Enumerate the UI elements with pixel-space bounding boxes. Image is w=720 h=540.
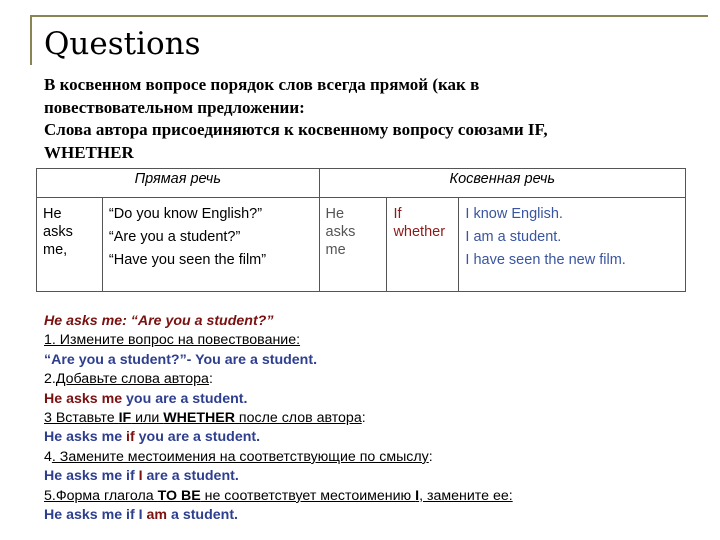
step-5 xyxy=(44,487,513,506)
intro-line: повествовательном предложении: xyxy=(44,97,305,117)
conjunction-if: if xyxy=(126,429,135,446)
speech-comparison-table xyxy=(36,168,686,292)
direct-quotes-cell xyxy=(102,198,319,292)
step-5-part: , замените ее: xyxy=(419,487,513,504)
step-1-text: 1. Измените вопрос на повествование: xyxy=(44,332,301,349)
step-4-number: 4 xyxy=(44,448,52,465)
step-4 xyxy=(44,448,513,467)
verb-am: am xyxy=(142,507,168,524)
step-4-text: . Замените местоимения на соответствующие по смыслу xyxy=(51,448,429,465)
intro-text xyxy=(44,74,684,164)
step-3-part: или xyxy=(131,410,164,427)
step-3 xyxy=(44,409,513,428)
author-words: He asks me xyxy=(44,507,127,524)
direct-quote: “Have you seen the film” xyxy=(108,252,267,268)
author-words: He asks me xyxy=(44,468,127,485)
step-3-part: после слов автора xyxy=(234,410,362,427)
conjunction-if: if xyxy=(126,507,135,524)
step-1-example: “Are you a student?”- You are a student. xyxy=(44,351,318,368)
direct-author-word: asks xyxy=(43,224,73,240)
step-3-if: IF xyxy=(118,410,132,427)
header-direct-speech: Прямая речь xyxy=(37,169,320,198)
indirect-author-word: me xyxy=(325,242,346,258)
step-4-colon: : xyxy=(428,448,433,465)
step-5-to-be: TO BE xyxy=(157,487,201,504)
author-words: He asks me xyxy=(44,390,123,407)
conjunction: If xyxy=(393,206,402,222)
step-2-example xyxy=(44,390,513,409)
step-5-example xyxy=(44,506,513,525)
header-indirect-speech: Косвенная речь xyxy=(319,169,685,198)
slide-title: Questions xyxy=(44,26,201,62)
indirect-author-word: asks xyxy=(325,224,356,240)
clause-text: a student. xyxy=(167,507,238,524)
step-2-colon: : xyxy=(208,371,213,388)
step-2 xyxy=(44,370,513,389)
step-5-pronoun: I xyxy=(415,487,420,504)
intro-line: WHETHER xyxy=(44,142,134,162)
step-5-part: не соответствует местоимению xyxy=(200,487,416,504)
direct-quote: “Do you know English?” xyxy=(108,206,263,222)
title-frame-left xyxy=(30,15,32,65)
conjunction-if: if xyxy=(126,468,135,485)
example-sentence: He asks me: “Are you a student?” xyxy=(44,313,274,329)
step-4-example xyxy=(44,467,513,486)
step-3-example xyxy=(44,428,513,447)
steps-block xyxy=(44,312,513,525)
direct-author-word: He xyxy=(43,206,62,222)
author-words: He asks me xyxy=(44,429,127,446)
conjunction: whether xyxy=(393,224,446,240)
step-1 xyxy=(44,331,513,350)
direct-author-word: me, xyxy=(43,242,68,258)
title-frame-top xyxy=(30,15,708,17)
step-3-colon: : xyxy=(361,410,366,427)
pronoun-i: I xyxy=(134,468,143,485)
clause-text: you are a student. xyxy=(134,429,261,446)
step-5-text xyxy=(44,488,513,504)
indirect-author-cell xyxy=(319,198,387,292)
step-3-whether: WHETHER xyxy=(163,410,235,427)
direct-quote: “Are you a student?” xyxy=(108,229,241,245)
indirect-clause: I know English. xyxy=(465,206,563,222)
indirect-clauses-cell xyxy=(459,198,686,292)
intro-line: Слова автора присоединяются к косвенному вопросу союзами IF, xyxy=(44,120,548,139)
step-5-part: 5.Форма глагола xyxy=(44,487,158,504)
step-2-number: 2. xyxy=(44,371,56,388)
table-header-row xyxy=(37,169,686,198)
clause-text: are a student. xyxy=(142,468,239,485)
step-2-text: Добавьте слова автора xyxy=(55,371,209,388)
intro-line: В косвенном вопросе порядок слов всегда прямой (как в xyxy=(44,75,480,94)
pronoun-i: I xyxy=(134,507,143,524)
direct-author-cell xyxy=(37,198,103,292)
indirect-clause: I have seen the new film. xyxy=(465,252,626,268)
table-row xyxy=(37,198,686,292)
clause-text: you are a student. xyxy=(122,390,248,407)
indirect-clause: I am a student. xyxy=(465,229,562,245)
step-3-part: 3 Вставьте xyxy=(44,410,119,427)
conjunctions-cell xyxy=(387,198,459,292)
step-3-text xyxy=(44,410,362,426)
indirect-author-word: He xyxy=(325,206,345,222)
